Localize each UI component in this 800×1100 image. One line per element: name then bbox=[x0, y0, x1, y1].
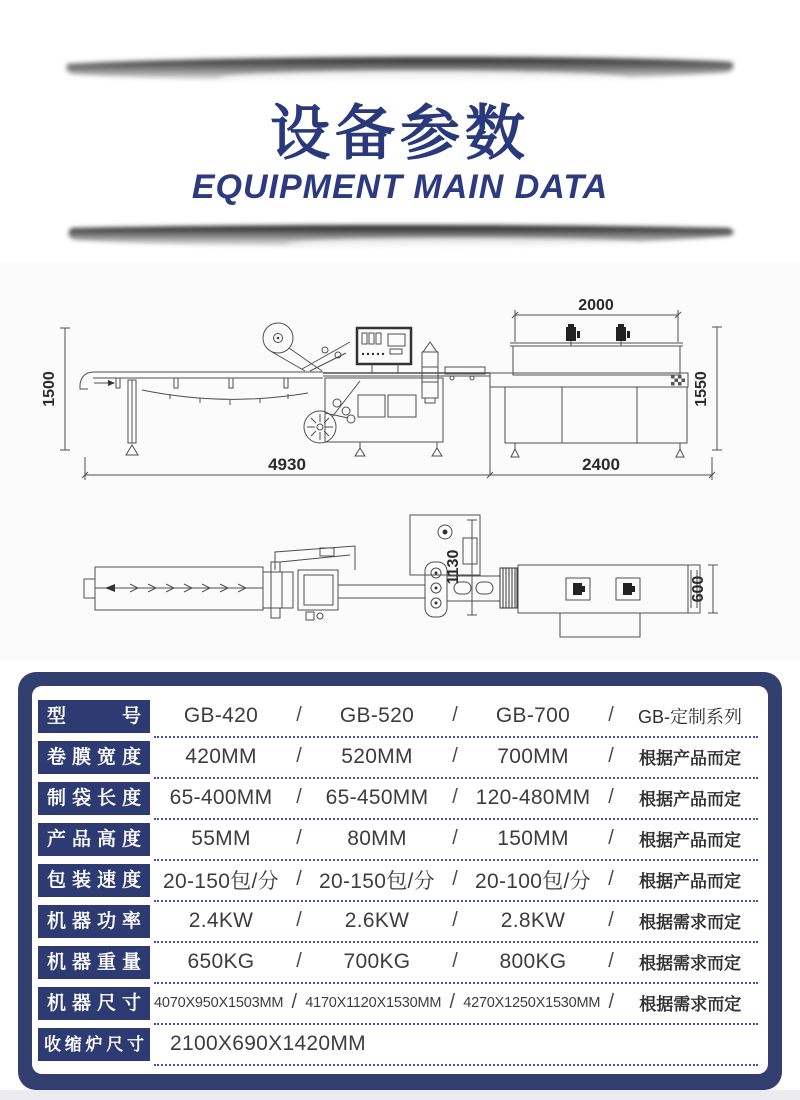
dimension-label: 600 bbox=[690, 575, 707, 603]
table-row-film-width bbox=[32, 737, 768, 778]
spec-value: 20-150包/分 bbox=[163, 869, 279, 893]
spec-value-custom: 根据产品而定 bbox=[639, 790, 741, 809]
table-row-bag-length bbox=[32, 778, 768, 819]
row-label: 产品高度 bbox=[38, 823, 150, 856]
table-row-model bbox=[32, 696, 768, 737]
row-label: 制袋长度 bbox=[38, 782, 150, 815]
slash-separator: / bbox=[449, 991, 455, 1013]
spec-value: 700MM bbox=[497, 744, 569, 768]
spec-value-custom: 根据需求而定 bbox=[639, 995, 742, 1014]
spec-value: 20-100包/分 bbox=[475, 869, 591, 893]
row-label: 机器重量 bbox=[38, 946, 150, 979]
slash-separator: / bbox=[296, 950, 302, 972]
spec-value: 80MM bbox=[347, 826, 407, 850]
spec-value: 2.4KW bbox=[188, 908, 254, 932]
table-row-machine-size bbox=[32, 983, 768, 1024]
spec-value: GB-520 bbox=[339, 703, 415, 727]
bottom-strip bbox=[0, 1090, 800, 1100]
spec-table-container bbox=[18, 672, 782, 1090]
row-label: 型号 bbox=[38, 700, 150, 733]
dimension-label: 1500 bbox=[41, 371, 58, 407]
dimension-label: 4930 bbox=[268, 455, 306, 474]
slash-separator: / bbox=[452, 745, 458, 767]
spec-value: GB-700 bbox=[495, 703, 571, 727]
row-label: 收缩炉尺寸 bbox=[38, 1028, 150, 1061]
spec-value: 4070X950X1503MM bbox=[154, 994, 284, 1011]
spec-value-custom: 根据需求而定 bbox=[639, 913, 741, 932]
slash-separator: / bbox=[608, 786, 614, 808]
spec-value: 4270X1250X1530MM bbox=[463, 994, 601, 1011]
spec-value: 2100X690X1420MM bbox=[170, 1031, 366, 1055]
spec-value-custom: 根据产品而定 bbox=[639, 831, 741, 850]
spec-value-custom: 根据需求而定 bbox=[639, 954, 741, 973]
spec-value: 150MM bbox=[497, 826, 569, 850]
slash-separator: / bbox=[296, 704, 302, 726]
slash-separator: / bbox=[296, 827, 302, 849]
row-label: 包装速度 bbox=[38, 864, 150, 897]
spec-value: 700KG bbox=[343, 949, 411, 973]
slash-separator: / bbox=[608, 745, 614, 767]
row-label: 机器尺寸 bbox=[38, 987, 150, 1020]
slash-separator: / bbox=[291, 991, 297, 1013]
spec-value: 65-450MM bbox=[325, 785, 429, 809]
spec-value-custom: GB-定制系列 bbox=[637, 706, 742, 727]
spec-value: 55MM bbox=[191, 826, 251, 850]
slash-separator: / bbox=[452, 868, 458, 890]
spec-value: GB-420 bbox=[183, 703, 259, 727]
page-title: 设备参数 bbox=[270, 100, 530, 167]
slash-separator: / bbox=[296, 786, 302, 808]
slash-separator: / bbox=[608, 868, 614, 890]
slash-separator: / bbox=[452, 950, 458, 972]
machine-top-view-diagram bbox=[20, 500, 780, 660]
spec-value: 2.6KW bbox=[344, 908, 410, 932]
spec-value: 120-480MM bbox=[475, 785, 591, 809]
slash-separator: / bbox=[608, 704, 614, 726]
spec-table bbox=[32, 686, 768, 1074]
machine-side-view-diagram bbox=[20, 285, 780, 490]
brush-stroke-top bbox=[62, 50, 738, 90]
slash-separator: / bbox=[452, 827, 458, 849]
slash-separator: / bbox=[608, 991, 615, 1013]
spec-value: 800KG bbox=[499, 949, 567, 973]
spec-value: 65-400MM bbox=[169, 785, 273, 809]
row-label: 机器功率 bbox=[38, 905, 150, 938]
spec-value: 2.8KW bbox=[500, 908, 566, 932]
table-row-product-height bbox=[32, 819, 768, 860]
table-row-shrink-tunnel-size bbox=[32, 1024, 768, 1065]
spec-value-custom: 根据产品而定 bbox=[639, 872, 741, 891]
dimension-label: 1550 bbox=[693, 371, 710, 407]
spec-value: 420MM bbox=[185, 744, 257, 768]
spec-value: 520MM bbox=[341, 744, 413, 768]
table-row-machine-power bbox=[32, 901, 768, 942]
row-label: 卷膜宽度 bbox=[38, 741, 150, 774]
slash-separator: / bbox=[608, 950, 614, 972]
brush-stroke-bottom bbox=[62, 220, 738, 260]
table-row-packing-speed bbox=[32, 860, 768, 901]
slash-separator: / bbox=[608, 909, 614, 931]
spec-value: 20-150包/分 bbox=[319, 869, 435, 893]
slash-separator: / bbox=[296, 909, 302, 931]
spec-value: 4170X1120X1530MM bbox=[305, 994, 442, 1011]
spec-value: 650KG bbox=[187, 949, 255, 973]
slash-separator: / bbox=[452, 704, 458, 726]
slash-separator: / bbox=[452, 909, 458, 931]
dimension-label: 2400 bbox=[582, 455, 620, 474]
table-row-machine-weight bbox=[32, 942, 768, 983]
dimension-label: 2000 bbox=[578, 297, 614, 314]
dimension-label: 1130 bbox=[445, 549, 462, 585]
slash-separator: / bbox=[608, 827, 614, 849]
slash-separator: / bbox=[452, 786, 458, 808]
slash-separator: / bbox=[296, 745, 302, 767]
page-subtitle: EQUIPMENT MAIN DATA bbox=[191, 168, 609, 206]
spec-value-custom: 根据产品而定 bbox=[639, 749, 741, 768]
slash-separator: / bbox=[296, 868, 302, 890]
